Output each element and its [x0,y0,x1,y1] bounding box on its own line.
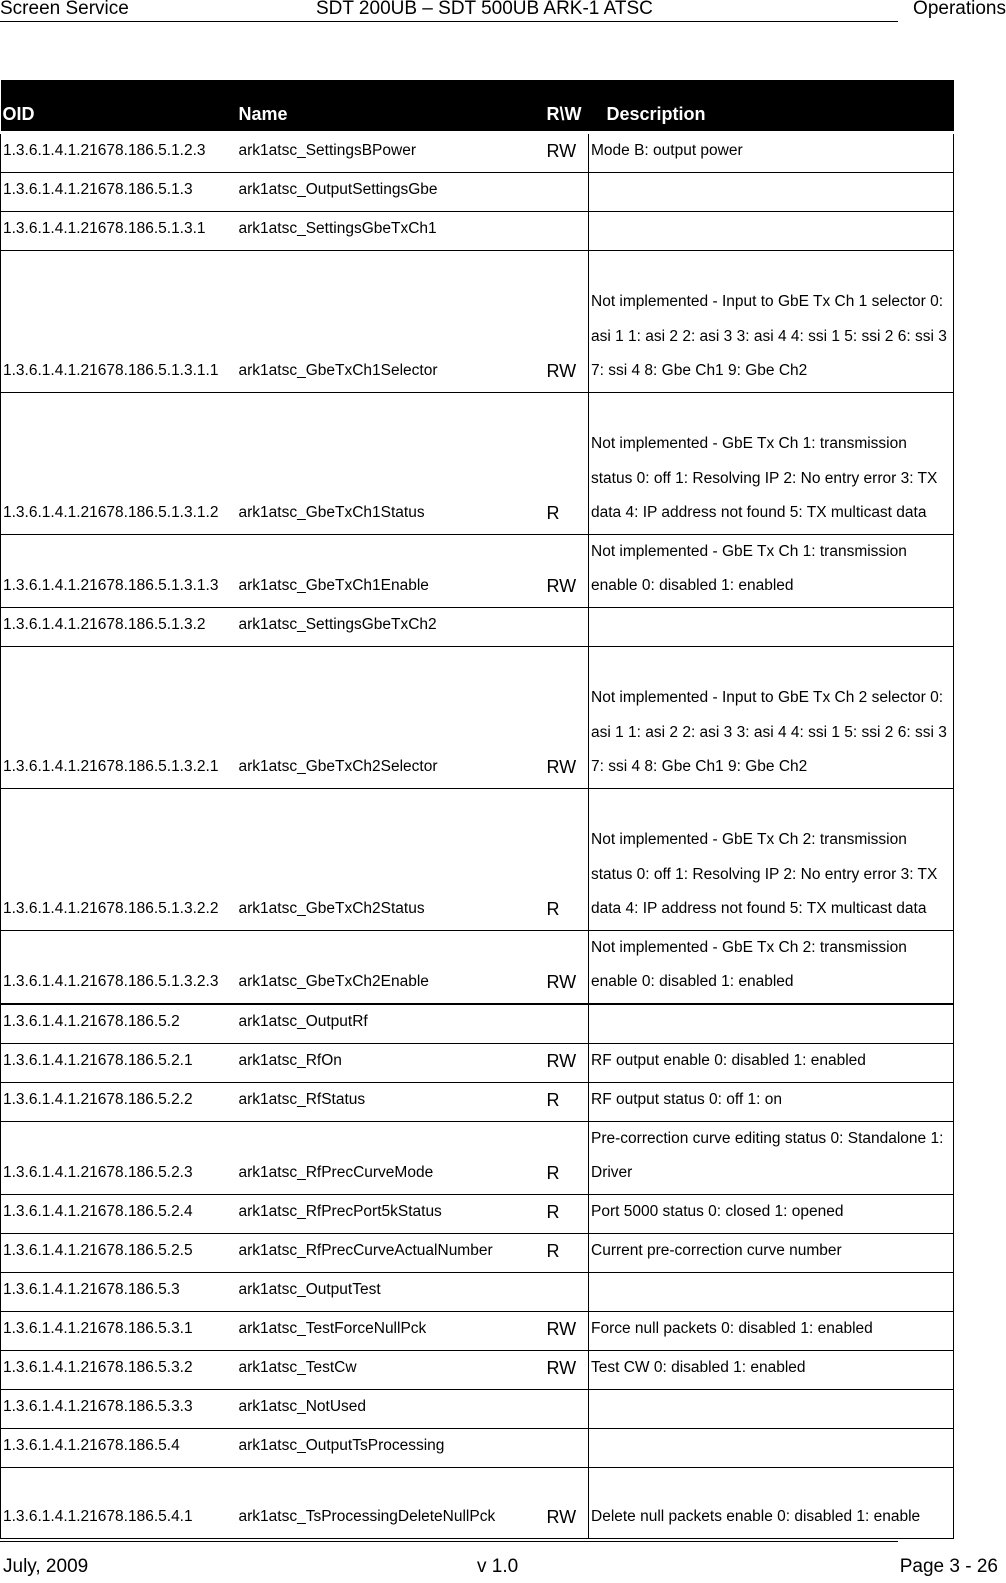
cell-rw [545,1428,589,1467]
table-row [1,1467,954,1538]
table-row [1,1272,954,1311]
table-row [1,211,954,250]
cell-name: ark1atsc_OutputSettingsGbe [237,172,545,211]
cell-description: Current pre-correction curve number [589,1233,954,1272]
table-row [1,534,954,607]
column-header-oid: OID [1,80,237,132]
cell-oid: 1.3.6.1.4.1.21678.186.5.1.3.1.1 [1,250,237,392]
cell-rw: RW [545,1311,589,1350]
column-header-name: Name [237,80,545,132]
cell-oid: 1.3.6.1.4.1.21678.186.5.4.1 [1,1467,237,1538]
table-row [1,250,954,392]
table-row [1,132,954,172]
column-header-rw: R\W [545,80,589,132]
cell-oid: 1.3.6.1.4.1.21678.186.5.3 [1,1272,237,1311]
cell-rw [545,1004,589,1044]
header-section-title: Operations [913,0,1006,19]
cell-name: ark1atsc_SettingsGbeTxCh1 [237,211,545,250]
table-row [1,1121,954,1194]
cell-name: ark1atsc_RfStatus [237,1082,545,1121]
oid-table [0,80,954,1539]
cell-name: ark1atsc_RfPrecPort5kStatus [237,1194,545,1233]
cell-oid: 1.3.6.1.4.1.21678.186.5.1.3.2 [1,607,237,646]
cell-name: ark1atsc_GbeTxCh2Enable [237,930,545,1004]
table-row [1,1082,954,1121]
cell-name: ark1atsc_SettingsBPower [237,132,545,172]
footer-version: v 1.0 [477,1556,519,1577]
page-header [0,0,1006,22]
cell-description: Test CW 0: disabled 1: enabled [589,1350,954,1389]
cell-oid: 1.3.6.1.4.1.21678.186.5.1.3.1.2 [1,392,237,534]
cell-rw [545,607,589,646]
cell-rw: R [545,392,589,534]
cell-rw: R [545,1082,589,1121]
table-row [1,646,954,788]
cell-name: ark1atsc_OutputTest [237,1272,545,1311]
cell-rw: RW [545,1350,589,1389]
cell-description: Not implemented - GbE Tx Ch 1: transmission status 0: off 1: Resolving IP 2: No entry error 3: TX data 4: IP address not found 5: TX multicast data [589,392,954,534]
cell-rw: RW [545,1467,589,1538]
oid-table-container [0,80,953,1539]
cell-oid: 1.3.6.1.4.1.21678.186.5.2 [1,1004,237,1044]
table-row [1,788,954,930]
cell-rw: RW [545,250,589,392]
cell-description: Pre-correction curve editing status 0: Standalone 1: Driver [589,1121,954,1194]
cell-oid: 1.3.6.1.4.1.21678.186.5.3.3 [1,1389,237,1428]
table-row [1,1004,954,1044]
header-document-title: SDT 200UB – SDT 500UB ARK-1 ATSC [316,0,653,19]
cell-rw [545,1389,589,1428]
cell-description [589,172,954,211]
cell-oid: 1.3.6.1.4.1.21678.186.5.2.2 [1,1082,237,1121]
cell-oid: 1.3.6.1.4.1.21678.186.5.2.4 [1,1194,237,1233]
cell-name: ark1atsc_OutputTsProcessing [237,1428,545,1467]
cell-rw: R [545,1194,589,1233]
cell-rw: R [545,1233,589,1272]
cell-oid: 1.3.6.1.4.1.21678.186.5.1.2.3 [1,132,237,172]
table-row [1,607,954,646]
cell-rw: RW [545,1043,589,1082]
header-left-text: Screen Service [0,0,129,19]
cell-rw: RW [545,930,589,1004]
cell-description: Delete null packets enable 0: disabled 1: enable [589,1467,954,1538]
table-row [1,1389,954,1428]
cell-description: Port 5000 status 0: closed 1: opened [589,1194,954,1233]
cell-oid: 1.3.6.1.4.1.21678.186.5.4 [1,1428,237,1467]
cell-name: ark1atsc_TestForceNullPck [237,1311,545,1350]
cell-rw: R [545,788,589,930]
cell-oid: 1.3.6.1.4.1.21678.186.5.2.5 [1,1233,237,1272]
cell-name: ark1atsc_RfPrecCurveMode [237,1121,545,1194]
column-header-description: Description [589,80,954,132]
footer-date: July, 2009 [3,1556,89,1577]
table-row [1,1311,954,1350]
cell-description: Not implemented - GbE Tx Ch 2: transmission status 0: off 1: Resolving IP 2: No entry error 3: TX data 4: IP address not found 5: TX multicast data [589,788,954,930]
cell-description [589,1428,954,1467]
cell-name: ark1atsc_TsProcessingDeleteNullPck [237,1467,545,1538]
cell-oid: 1.3.6.1.4.1.21678.186.5.1.3.2.1 [1,646,237,788]
table-row [1,1428,954,1467]
page-footer [0,1541,1006,1583]
cell-name: ark1atsc_GbeTxCh1Enable [237,534,545,607]
table-row [1,1350,954,1389]
cell-name: ark1atsc_RfOn [237,1043,545,1082]
cell-name: ark1atsc_OutputRf [237,1004,545,1044]
cell-rw: RW [545,646,589,788]
cell-rw: RW [545,534,589,607]
cell-description: RF output status 0: off 1: on [589,1082,954,1121]
cell-description [589,1004,954,1044]
cell-name: ark1atsc_GbeTxCh1Status [237,392,545,534]
cell-oid: 1.3.6.1.4.1.21678.186.5.1.3.1 [1,211,237,250]
cell-name: ark1atsc_GbeTxCh1Selector [237,250,545,392]
cell-oid: 1.3.6.1.4.1.21678.186.5.3.1 [1,1311,237,1350]
footer-page-number: Page 3 - 26 [899,1556,998,1577]
table-row [1,1194,954,1233]
table-row [1,172,954,211]
cell-oid: 1.3.6.1.4.1.21678.186.5.1.3.1.3 [1,534,237,607]
cell-description [589,211,954,250]
cell-description: Not implemented - GbE Tx Ch 1: transmission enable 0: disabled 1: enabled [589,534,954,607]
cell-oid: 1.3.6.1.4.1.21678.186.5.2.1 [1,1043,237,1082]
cell-rw: R [545,1121,589,1194]
cell-oid: 1.3.6.1.4.1.21678.186.5.1.3.2.2 [1,788,237,930]
table-header-row [1,80,954,132]
cell-name: ark1atsc_RfPrecCurveActualNumber [237,1233,545,1272]
cell-oid: 1.3.6.1.4.1.21678.186.5.2.3 [1,1121,237,1194]
cell-name: ark1atsc_NotUsed [237,1389,545,1428]
cell-oid: 1.3.6.1.4.1.21678.186.5.1.3 [1,172,237,211]
cell-description [589,1272,954,1311]
cell-description: Not implemented - Input to GbE Tx Ch 2 selector 0: asi 1 1: asi 2 2: asi 3 3: asi 4 4: ssi 1 5: ssi 2 6: ssi 3 7: ssi 4 8: Gbe Ch1 9: Gbe Ch2 [589,646,954,788]
cell-description [589,1389,954,1428]
cell-description: Force null packets 0: disabled 1: enabled [589,1311,954,1350]
table-row [1,930,954,1004]
cell-rw [545,1272,589,1311]
table-row [1,1043,954,1082]
cell-name: ark1atsc_SettingsGbeTxCh2 [237,607,545,646]
table-row [1,1233,954,1272]
cell-rw: RW [545,132,589,172]
cell-rw [545,211,589,250]
cell-description: Not implemented - GbE Tx Ch 2: transmission enable 0: disabled 1: enabled [589,930,954,1004]
cell-description: Not implemented - Input to GbE Tx Ch 1 selector 0: asi 1 1: asi 2 2: asi 3 3: asi 4 4: ssi 1 5: ssi 2 6: ssi 3 7: ssi 4 8: Gbe Ch1 9: Gbe Ch2 [589,250,954,392]
cell-description: RF output enable 0: disabled 1: enabled [589,1043,954,1082]
cell-name: ark1atsc_TestCw [237,1350,545,1389]
cell-oid: 1.3.6.1.4.1.21678.186.5.1.3.2.3 [1,930,237,1004]
cell-name: ark1atsc_GbeTxCh2Selector [237,646,545,788]
cell-name: ark1atsc_GbeTxCh2Status [237,788,545,930]
cell-rw [545,172,589,211]
cell-description: Mode B: output power [589,132,954,172]
header-divider [0,21,898,22]
footer-divider [0,1541,898,1542]
table-row [1,392,954,534]
cell-description [589,607,954,646]
table-body [1,132,954,1538]
cell-oid: 1.3.6.1.4.1.21678.186.5.3.2 [1,1350,237,1389]
